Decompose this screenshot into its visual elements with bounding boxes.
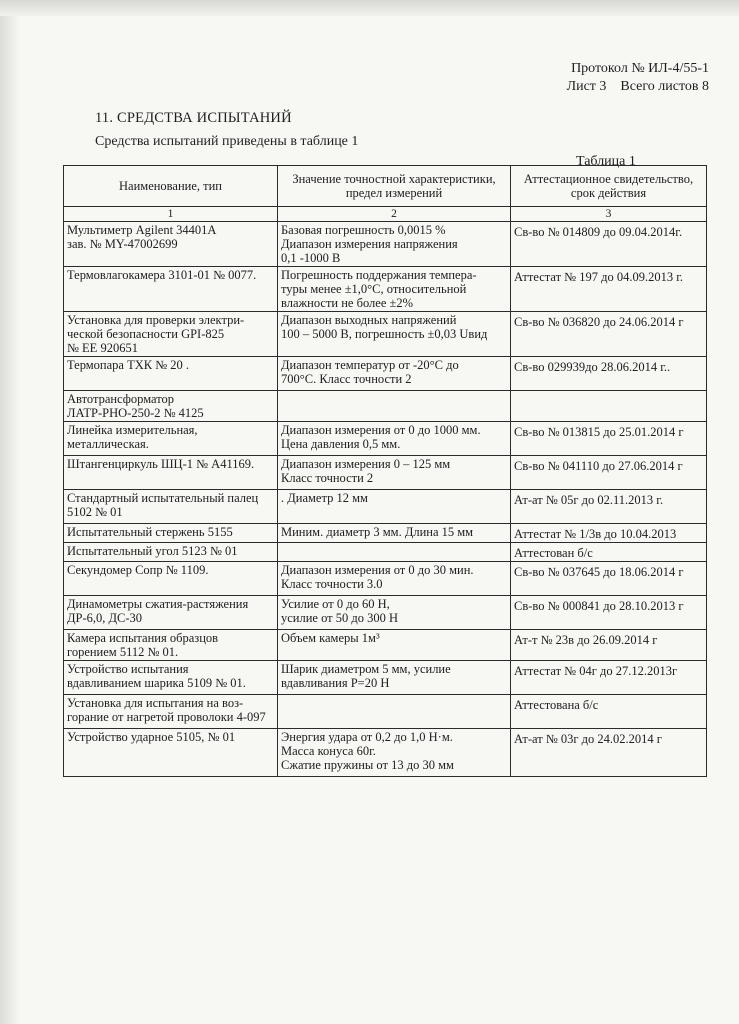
equipment-spec-cell: Диапазон измерения от 0 до 30 мин. Класс точности 3.0 <box>278 562 511 596</box>
column-number: 3 <box>511 207 707 222</box>
protocol-number: Протокол № ИЛ-4/55-1 <box>571 61 709 76</box>
equipment-cert-cell: Ат-ат № 03г до 24.02.2014 г <box>511 729 707 777</box>
table-row <box>64 490 707 524</box>
table-row <box>64 456 707 490</box>
equipment-name-cell: Мультиметр Agilent 34401A зав. № MY-47002699 <box>64 222 278 267</box>
equipment-name-cell: Устройство ударное 5105, № 01 <box>64 729 278 777</box>
equipment-spec-cell <box>278 391 511 422</box>
equipment-cert-cell: Св-во № 014809 до 09.04.2014г. <box>511 222 707 267</box>
column-number: 2 <box>278 207 511 222</box>
table-row <box>64 695 707 729</box>
equipment-spec-cell: Диапазон выходных напряжений 100 – 5000 В, погрешность ±0,03 Uвид <box>278 312 511 357</box>
table-body <box>64 222 707 777</box>
equipment-cert-cell: Аттестат № 04г до 27.12.2013г <box>511 661 707 695</box>
equipment-spec-cell: Миним. диаметр 3 мм. Длина 15 мм <box>278 524 511 543</box>
equipment-cert-cell: Св-во 029939до 28.06.2014 г.. <box>511 357 707 391</box>
equipment-name-cell: Испытательный угол 5123 № 01 <box>64 543 278 562</box>
equipment-name-cell: Испытательный стержень 5155 <box>64 524 278 543</box>
scan-shadow-left <box>0 0 20 1024</box>
equipment-cert-cell: Св-во № 036820 до 24.06.2014 г <box>511 312 707 357</box>
equipment-spec-cell: Энергия удара от 0,2 до 1,0 Н·м. Масса конуса 60г. Сжатие пружины от 13 до 30 мм <box>278 729 511 777</box>
equipment-name-cell: Секундомер Сопр № 1109. <box>64 562 278 596</box>
equipment-cert-cell: Св-во № 013815 до 25.01.2014 г <box>511 422 707 456</box>
equipment-spec-cell: Шарик диаметром 5 мм, усилие вдавливания Р=20 Н <box>278 661 511 695</box>
equipment-spec-cell: Диапазон измерения 0 – 125 мм Класс точности 2 <box>278 456 511 490</box>
equipment-cert-cell: Ат-т № 23в до 26.09.2014 г <box>511 630 707 661</box>
equipment-name-cell: Динамометры сжатия-растяжения ДР-6,0, ДС-30 <box>64 596 278 630</box>
equipment-name-cell: Термовлагокамера 3101-01 № 0077. <box>64 267 278 312</box>
table-row <box>64 524 707 543</box>
equipment-name-cell: Штангенциркуль ШЦ-1 № А41169. <box>64 456 278 490</box>
equipment-cert-cell <box>511 391 707 422</box>
equipment-spec-cell <box>278 543 511 562</box>
header-cert: Аттестационное свидетельство, срок действия <box>511 166 707 207</box>
equipment-spec-cell: Диапазон температур от -20°С до 700°С. Класс точности 2 <box>278 357 511 391</box>
table-row <box>64 729 707 777</box>
sheet-info: Лист 3 Всего листов 8 <box>566 79 709 94</box>
equipment-spec-cell: Базовая погрешность 0,0015 % Диапазон измерения напряжения 0,1 -1000 В <box>278 222 511 267</box>
equipment-name-cell: Устройство испытания вдавливанием шарика 5109 № 01. <box>64 661 278 695</box>
column-number: 1 <box>64 207 278 222</box>
equipment-name-cell: Камера испытания образцов горением 5112 № 01. <box>64 630 278 661</box>
section-intro: Средства испытаний приведены в таблице 1 <box>95 134 359 149</box>
equipment-cert-cell: Ат-ат № 05г до 02.11.2013 г. <box>511 490 707 524</box>
equipment-name-cell: Стандартный испытательный палец 5102 № 01 <box>64 490 278 524</box>
equipment-cert-cell: Аттестат № 197 до 04.09.2013 г. <box>511 267 707 312</box>
equipment-table-wrapper <box>63 165 706 777</box>
equipment-spec-cell: Погрешность поддержания темпера- туры менее ±1,0°С, относительной влажности не более ±2% <box>278 267 511 312</box>
equipment-name-cell: Линейка измерительная, металлическая. <box>64 422 278 456</box>
equipment-spec-cell: Усилие от 0 до 60 Н, усилие от 50 до 300 Н <box>278 596 511 630</box>
table-row <box>64 562 707 596</box>
table-caption: Таблица 1 <box>576 154 636 169</box>
equipment-cert-cell: Аттестат № 1/3в до 10.04.2013 <box>511 524 707 543</box>
table-row <box>64 661 707 695</box>
table-row <box>64 422 707 456</box>
header-name: Наименование, тип <box>64 166 278 207</box>
table-row <box>64 596 707 630</box>
equipment-spec-cell: . Диаметр 12 мм <box>278 490 511 524</box>
equipment-cert-cell: Св-во № 041110 до 27.06.2014 г <box>511 456 707 490</box>
column-number-row <box>64 207 707 222</box>
equipment-name-cell: Установка для проверки электри- ческой безопасности GPI-825 № ЕЕ 920651 <box>64 312 278 357</box>
table-row <box>64 267 707 312</box>
equipment-name-cell: Установка для испытания на воз- горание от нагретой проволоки 4-097 <box>64 695 278 729</box>
equipment-cert-cell: Аттестован б/с <box>511 543 707 562</box>
table-row <box>64 391 707 422</box>
protocol-header <box>567 60 709 96</box>
table-row <box>64 543 707 562</box>
equipment-cert-cell: Аттестована б/с <box>511 695 707 729</box>
equipment-cert-cell: Св-во № 000841 до 28.10.2013 г <box>511 596 707 630</box>
table-row <box>64 357 707 391</box>
table-header-row <box>64 166 707 207</box>
table-row <box>64 222 707 267</box>
equipment-name-cell: Термопара ТХК № 20 . <box>64 357 278 391</box>
table-row <box>64 630 707 661</box>
equipment-cert-cell: Св-во № 037645 до 18.06.2014 г <box>511 562 707 596</box>
equipment-name-cell: Автотрансформатор ЛАТР-РНО-250-2 № 4125 <box>64 391 278 422</box>
equipment-table <box>63 165 707 777</box>
header-spec: Значение точностной характеристики, предел измерений <box>278 166 511 207</box>
section-title: 11. СРЕДСТВА ИСПЫТАНИЙ <box>95 110 292 126</box>
table-row <box>64 312 707 357</box>
equipment-spec-cell: Диапазон измерения от 0 до 1000 мм. Цена давления 0,5 мм. <box>278 422 511 456</box>
scan-shadow-top <box>0 0 739 16</box>
equipment-spec-cell <box>278 695 511 729</box>
equipment-spec-cell: Объем камеры 1м³ <box>278 630 511 661</box>
